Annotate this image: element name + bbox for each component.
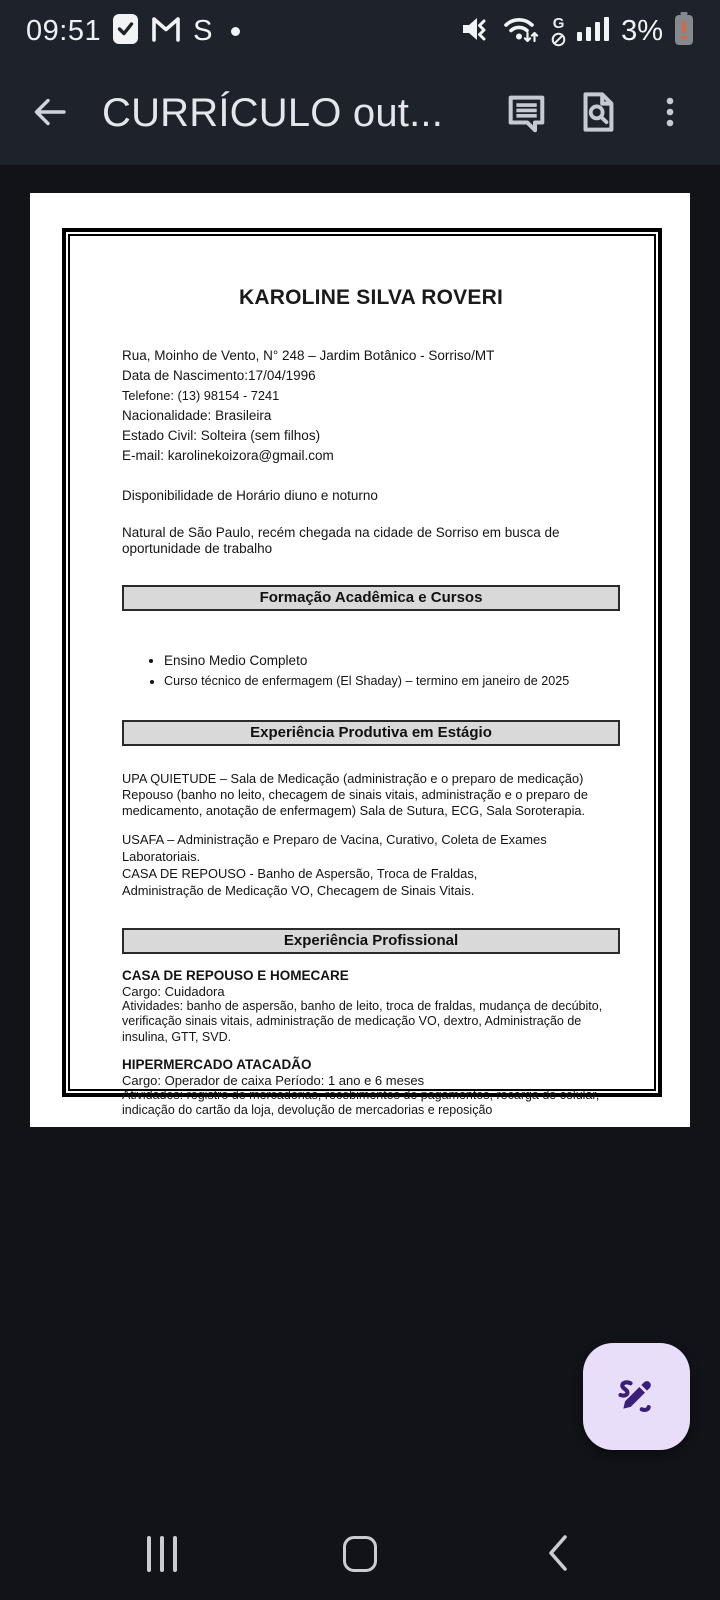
app-bar — [0, 62, 720, 165]
resume-name: KAROLINE SILVA ROVERI — [239, 286, 503, 309]
job-activities: Atividades: banho de aspersão, banho de leito, troca de fraldas, mudança de decúbito, verificação sinais vitais, administração de medicação VO, dextro, Administração de insulina, GTT, SVD. — [122, 999, 603, 1044]
back-arrow-icon — [30, 92, 70, 135]
internship-entry-usafa: USAFA – Administração e Preparo de Vacina, Curativo, Coleta de Exames Laboratoriais. — [122, 832, 547, 864]
education-item: • Ensino Medio Completo — [164, 651, 620, 671]
comment-icon — [503, 89, 549, 138]
status-bar-right — [459, 12, 694, 51]
document-viewer[interactable] — [0, 165, 720, 1600]
phone-line: Telefone: (13) 98154 - 7241 — [122, 388, 280, 403]
internship-entry-upa: UPA QUIETUDE – Sala de Medicação (administração e o preparo de medicação) Repouso (banho no leito, checagem de sinais vitais, administração e o preparo de medicamento, anotação de enfermagem) Sala de Sutura, ECG, Sala Soroterapia. — [122, 771, 588, 818]
wifi-icon — [502, 13, 540, 50]
education-list — [122, 651, 620, 691]
document-title: CURRÍCULO out... — [102, 91, 444, 135]
birthdate-line: Data de Nascimento:17/04/1996 — [122, 368, 316, 383]
availability-line: Disponibilidade de Horário diuno e noturno — [122, 488, 378, 503]
job-activities: Atividades: registro de mercadorias, recebimentos de pagamentos, recarga de celular, indicação do cartão da loja, devolução de mercadorias e reposição — [122, 1087, 600, 1118]
battery-percent-label: 3% — [621, 14, 663, 47]
battery-low-icon — [674, 12, 694, 51]
clock: 09:51 — [26, 14, 102, 47]
page-border-frame — [62, 228, 662, 1118]
status-bar — [0, 0, 720, 62]
resume-page — [30, 193, 690, 1127]
s-notification-icon: S — [193, 14, 213, 47]
resume-content — [70, 236, 654, 1118]
comments-button[interactable] — [490, 78, 562, 150]
job-entry — [122, 968, 620, 1045]
home-icon — [343, 1536, 377, 1572]
job-company: CASA DE REPOUSO E HOMECARE — [122, 968, 349, 983]
status-bar-left — [26, 13, 240, 50]
nav-back-chevron-icon — [545, 1533, 571, 1576]
navigation-bar — [0, 1508, 720, 1600]
address-line: Rua, Moinho de Vento, N° 248 – Jardim Botânico - Sorriso/MT — [122, 348, 495, 363]
nationality-line: Nacionalidade: Brasileira — [122, 408, 272, 423]
gmail-notification-icon — [150, 14, 182, 49]
job-role: Cargo: Cuidadora — [122, 984, 225, 999]
contact-block — [122, 346, 620, 466]
annotate-fab[interactable] — [583, 1343, 690, 1450]
mobile-data-disabled-icon: G — [551, 16, 566, 47]
marital-status-line: Estado Civil: Solteira (sem filhos) — [122, 428, 321, 443]
signal-strength-icon — [577, 14, 610, 49]
find-in-document-button[interactable] — [562, 78, 634, 150]
nav-back-button[interactable] — [536, 1532, 580, 1576]
notification-dot-icon — [231, 27, 240, 36]
job-entry — [122, 1057, 620, 1119]
tasks-notification-icon — [112, 13, 139, 50]
find-in-page-icon — [575, 89, 621, 138]
overflow-menu-icon — [650, 92, 690, 135]
job-company: HIPERMERCADO ATACADÃO — [122, 1056, 312, 1072]
section-header-internship: Experiência Produtiva em Estágio — [122, 720, 620, 746]
overflow-menu-button[interactable] — [634, 78, 706, 150]
job-role: Cargo: Operador de caixa Período: 1 ano e 6 meses — [122, 1072, 425, 1088]
internship-entry-casa: CASA DE REPOUSO - Banho de Aspersão, Troca de Fraldas, Administração de Medicação VO, Checagem de Sinais Vitais. — [122, 866, 478, 898]
stylus-edit-icon — [611, 1369, 663, 1424]
recents-icon — [147, 1536, 177, 1572]
education-item: • Curso técnico de enfermagem (El Shaday) – termino em janeiro de 2025 — [164, 671, 620, 691]
back-button[interactable] — [14, 78, 86, 150]
email-line: E-mail: karolinekoizora@gmail.com — [122, 448, 334, 463]
section-header-professional: Experiência Profissional — [122, 928, 620, 954]
mute-vibrate-icon — [459, 13, 491, 50]
section-header-education: Formação Acadêmica e Cursos — [122, 585, 620, 611]
intro-paragraph: Natural de São Paulo, recém chegada na cidade de Sorriso em busca de oportunidade de trabalho — [122, 525, 560, 556]
recents-button[interactable] — [140, 1532, 184, 1576]
home-button[interactable] — [338, 1532, 382, 1576]
